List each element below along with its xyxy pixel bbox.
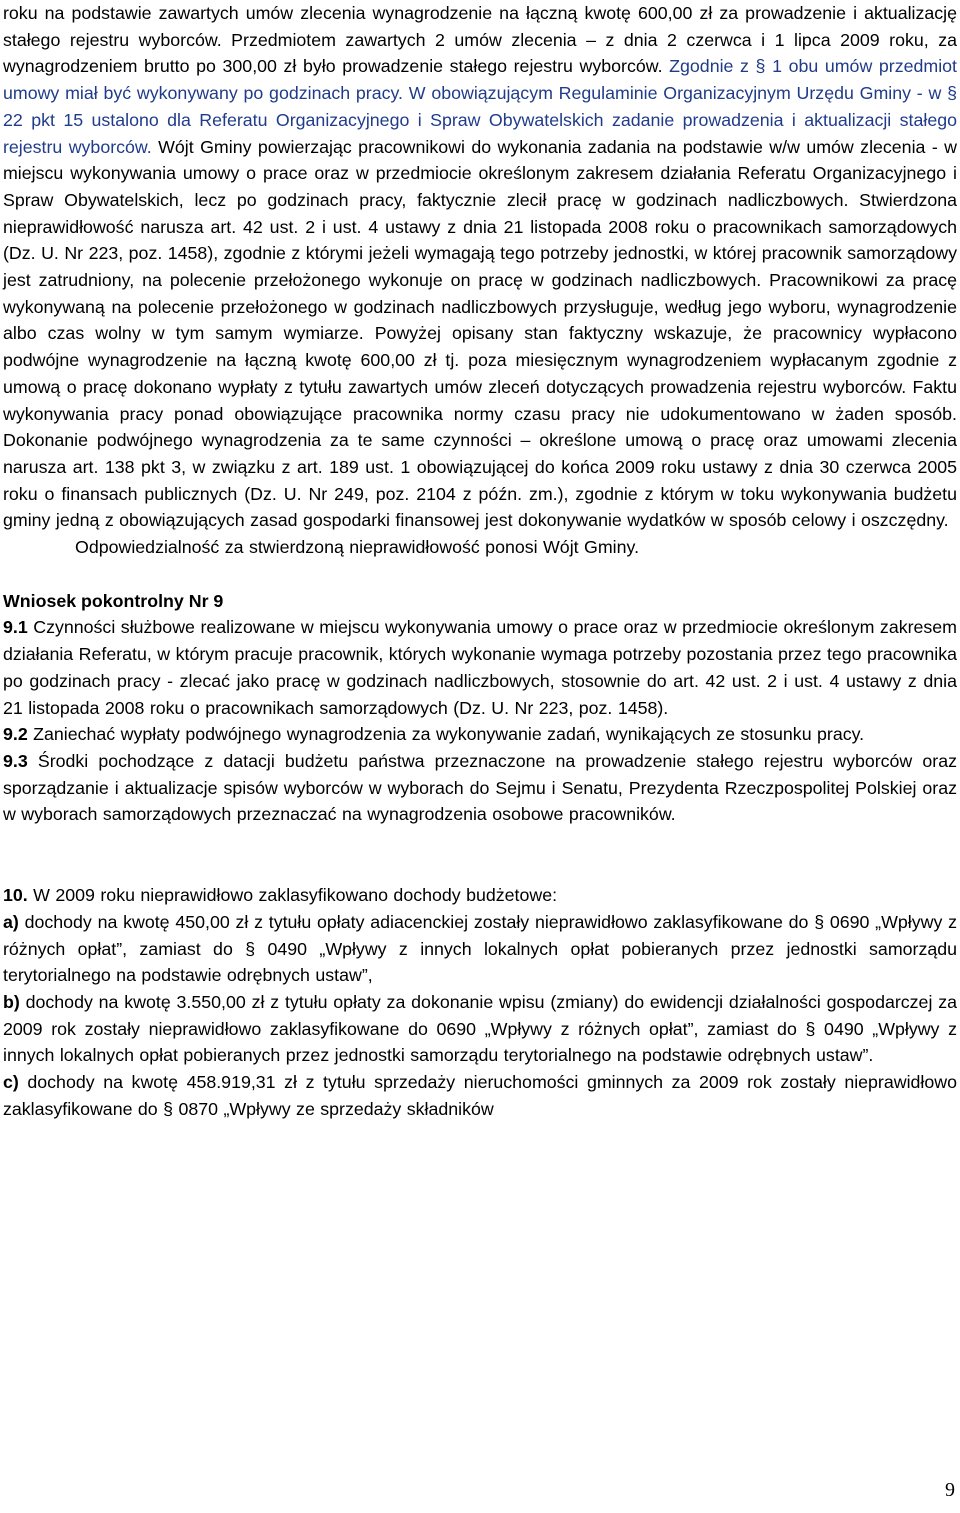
responsibility-statement: Odpowiedzialność za stwierdzoną nieprawidłowość ponosi Wójt Gminy. <box>75 537 640 558</box>
body-paragraph-findings <box>3 0 957 534</box>
item-text: dochody na kwotę 450,00 zł z tytułu opłaty adiacenckiej zostały nieprawidłowo zaklasyfikowane do § 0690 „Wpływy z różnych opłat”, zamiast do § 0490 „Wpływy z innych lokalnych opłat pobieranych przez jednostki samorządu terytorialnego na podstawie odrębnych ustaw”, <box>3 911 957 986</box>
item-text: dochody na kwotę 458.919,31 zł z tytułu sprzedaży nieruchomości gminnych za 2009 rok zostały nieprawidłowo zaklasyfikowane do § 0870 „Wpływy ze sprzedaży składników <box>3 1072 957 1119</box>
spacer <box>3 561 957 588</box>
section-10-item-a <box>3 909 957 989</box>
section-intro-text: W 2009 roku nieprawidłowo zaklasyfikowano dochody budżetowe: <box>27 885 558 906</box>
conclusion-heading: Wniosek pokontrolny Nr 9 <box>3 590 224 611</box>
document-page <box>3 0 957 1122</box>
findings-text-3: Wójt Gminy powierzając pracownikowi do wykonania zadania na podstawie w/w umów zlecenia - w miejscu wykonywania umowy o prace oraz w przedmiocie określonym zakresem działania Referatu Organizacyjnego i Spraw Obywatelskich, lecz po godzinach pracy, faktycznie zlecił pracę w godzinach nadliczbowych. Stwierdzona nieprawidłowość narusza art. 42 ust. 2 i ust. 4 ustawy z dnia 21 listopada 2008 roku o pracownikach samorządowych (Dz. U. Nr 223, poz. 1458), zgodnie z którymi jeżeli wymagają tego potrzeby jednostki, w której pracownik samorządowy jest zatrudniony, na polecenie przełożonego wykonuje on pracę w godzinach nadliczbowych. Pracownikowi za pracę wykonywaną na polecenie przełożonego w godzinach nadliczbowych przysługuje, według jego wyboru, wynagrodzenie albo czas wolny w tym samym wymiarze. Powyżej opisany stan faktyczny wskazuje, że pracownicy wypłacono podwójne wynagrodzenie na łączną kwotę 600,00 zł tj. poza miesięcznym wynagrodzeniem wypłacanym zgodnie z umową o pracę dokonano wypłaty z tytułu zawartych umów zleceń dotyczących prowadzenia rejestru wyborców. Faktu wykonywania pracy ponad obowiązujące pracownika normy czasu pracy nie udokumentowano w żaden sposób. Dokonanie podwójnego wynagrodzenia za te same czynności – określone umową o pracę oraz umowami zlecenia narusza art. 138 pkt 3, w związku z art. 189 ust. 1 obowiązującej do końca 2009 roku ustawy z dnia 30 czerwca 2005 roku o finansach publicznych (Dz. U. Nr 249, poz. 2104 z późn. zm.), zgodnie z którym w toku wykonywania budżetu gminy jedną z obowiązujących zasad gospodarki finansowej jest dokonywanie wydatków w sposób celowy i oszczędny. <box>3 136 957 531</box>
spacer <box>3 828 957 882</box>
findings-text-2-highlighted: Zgodnie z § 1 obu umów przedmiot umowy miał być wykonywany po godzinach pracy. W obowiązującym Regulaminie Organizacyjnym Urzędu Gminy - w § 22 pkt 15 ustalono dla Referatu Organizacyjnego i Spraw Obywatelskich zadanie prowadzenia i aktualizacji stałego rejestru wyborców. <box>3 56 957 157</box>
item-label: a) <box>3 911 19 932</box>
section-10-item-c <box>3 1069 957 1122</box>
recommendation-number: 9.2 <box>3 724 28 745</box>
recommendation-9-1 <box>3 614 957 721</box>
item-text: dochody na kwotę 3.550,00 zł z tytułu opłaty za dokonanie wpisu (zmiany) do ewidencji działalności gospodarczej za 2009 rok zostały nieprawidłowo zaklasyfikowane do 0690 „Wpływy z różnych opłat”, zamiast do § 0490 „Wpływy z innych lokalnych opłat pobieranych przez jednostki samorządu terytorialnego na podstawie odrębnych ustaw”. <box>3 991 957 1066</box>
section-10-item-b <box>3 989 957 1069</box>
recommendation-number: 9.3 <box>3 750 28 771</box>
recommendation-number: 9.1 <box>3 617 28 638</box>
findings-text-1: roku na podstawie zawartych umów zlecenia wynagrodzenie na łączną kwotę 600,00 zł za prowadzenie i aktualizację stałego rejestru wyborców. Przedmiotem zawartych 2 umów zlecenia – z dnia 2 czerwca i 1 lipca 2009 roku, za wynagrodzeniem brutto po 300,00 zł było prowadzenie stałego rejestru wyborców. <box>3 3 957 77</box>
section-10-intro <box>3 882 957 909</box>
item-label: b) <box>3 991 20 1012</box>
section-number: 10. <box>3 885 28 906</box>
recommendation-9-2 <box>3 721 957 748</box>
page-number: 9 <box>945 1479 955 1501</box>
recommendation-9-3 <box>3 748 957 828</box>
item-label: c) <box>3 1072 19 1093</box>
recommendation-text: Środki pochodzące z datacji budżetu państwa przeznaczone na prowadzenie stałego rejestru wyborców oraz sporządzanie i aktualizacje spisów wyborców w wyborach do Sejmu i Senatu, Prezydenta Rzeczpospolitej Polskiej oraz w wyborach samorządowych przeznaczać na wynagrodzenia osobowe pracowników. <box>3 750 957 825</box>
recommendation-text: Zaniechać wypłaty podwójnego wynagrodzenia za wykonywanie zadań, wynikających ze stosunku pracy. <box>27 724 865 745</box>
recommendation-text: Czynności służbowe realizowane w miejscu wykonywania umowy o prace oraz w przedmiocie określonym zakresem działania Referatu, w którym pracuje pracownik, których wykonanie wymaga potrzeby pozostania przez tego pracownika po godzinach pracy - zlecać jako pracę w godzinach nadliczbowych, stosownie do art. 42 ust. 2 i ust. 4 ustawy z dnia 21 listopada 2008 roku o pracownikach samorządowych (Dz. U. Nr 223, poz. 1458). <box>3 617 957 718</box>
